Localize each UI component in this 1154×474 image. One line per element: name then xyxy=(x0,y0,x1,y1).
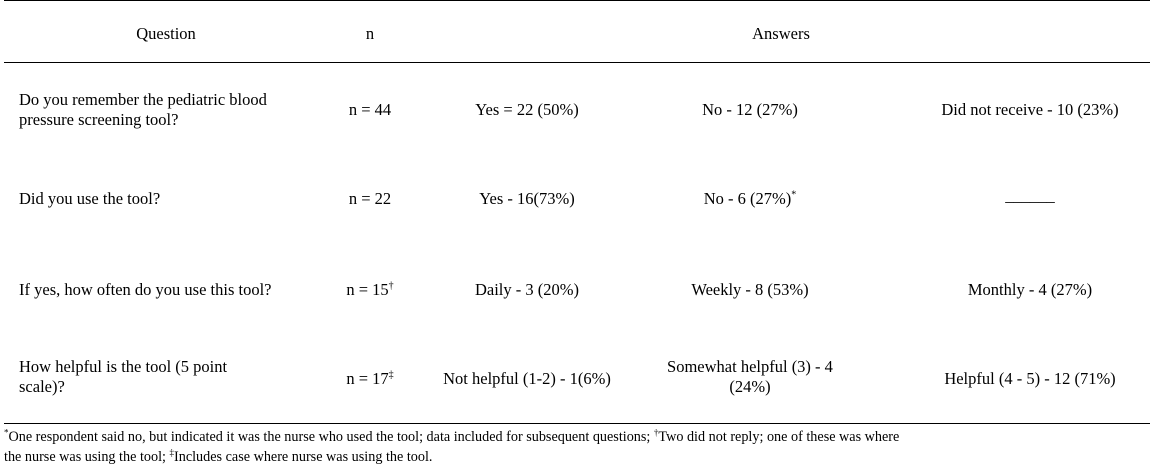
row-1-question xyxy=(19,90,267,130)
row-3-answer-2-value: Weekly - 8 (53%) xyxy=(691,280,809,299)
table-top-rule xyxy=(4,0,1150,1)
header-rule xyxy=(4,62,1150,63)
row-4-answer-1: Not helpful (1-2) - 1(6%) xyxy=(443,369,611,388)
row-3-n-mark: † xyxy=(388,280,394,292)
row-3-answer-3: Monthly - 4 (27%) xyxy=(967,280,1093,299)
table-footnote xyxy=(4,427,1150,467)
footnote-mark-asterisk: * xyxy=(4,427,9,438)
row-4-answer-3: Helpful (4 - 5) - 12 (71%) xyxy=(944,369,1116,388)
row-1-question-line-2: pressure screening tool? xyxy=(19,110,179,129)
footnote-mark-double-dagger: ‡ xyxy=(169,447,174,458)
header-question: Question xyxy=(136,24,196,43)
row-2-answer-3: ______ xyxy=(1005,186,1055,205)
footnote-line-2 xyxy=(4,447,1150,467)
footnote-text-3: the nurse was using the tool; xyxy=(4,449,170,465)
row-3-question: If yes, how often do you use this tool? xyxy=(19,280,272,299)
row-1-answer-2-value: No - 12 (27%) xyxy=(702,100,798,119)
row-1-answer-2 xyxy=(650,100,850,120)
row-4-n-value: n = 17 xyxy=(346,369,389,388)
row-2-answer-2-value: No - 6 (27%) xyxy=(703,189,792,208)
row-1-answer-3: Did not receive - 10 (23%) xyxy=(941,100,1119,119)
row-4-question-line-1: How helpful is the tool (5 point xyxy=(19,357,228,376)
row-4-question xyxy=(19,357,227,397)
row-3-n-value: n = 15 xyxy=(346,280,389,299)
row-3-answer-1: Daily - 3 (20%) xyxy=(474,280,579,299)
row-2-n-value: n = 22 xyxy=(348,189,392,208)
row-2-answer-2 xyxy=(650,189,850,209)
footnote-text-1: One respondent said no, but indicated it was the nurse who used the tool; data included for subsequent questions; xyxy=(8,429,654,445)
row-2-n xyxy=(330,189,410,209)
row-4-answer-2-line-2: (24%) xyxy=(729,377,771,396)
row-1-n-value: n = 44 xyxy=(348,100,392,119)
table-bottom-rule xyxy=(4,423,1150,424)
row-3-n xyxy=(330,280,410,300)
row-4-n-mark: ‡ xyxy=(388,369,394,381)
header-answers: Answers xyxy=(752,24,810,43)
row-4-question-line-2: scale)? xyxy=(19,377,65,396)
row-1-answer-1: Yes = 22 (50%) xyxy=(475,100,579,119)
footnote-text-2: Two did not reply; one of these was where xyxy=(658,429,900,445)
row-4-answer-2-line-1: Somewhat helpful (3) - 4 xyxy=(667,357,833,376)
footnote-mark-dagger: † xyxy=(653,427,659,438)
row-2-answer-2-mark: * xyxy=(791,189,797,201)
footnote-line-1 xyxy=(4,427,1150,447)
row-1-n xyxy=(330,100,410,120)
row-4-answer-2 xyxy=(650,357,850,397)
row-2-question: Did you use the tool? xyxy=(19,189,161,208)
row-1-question-line-1: Do you remember the pediatric blood xyxy=(19,90,267,109)
row-4-n xyxy=(330,369,410,389)
row-2-answer-1: Yes - 16(73%) xyxy=(479,189,575,208)
row-3-answer-2 xyxy=(650,280,850,300)
header-n: n xyxy=(365,24,375,43)
footnote-text-4: Includes case where nurse was using the tool. xyxy=(174,449,433,465)
